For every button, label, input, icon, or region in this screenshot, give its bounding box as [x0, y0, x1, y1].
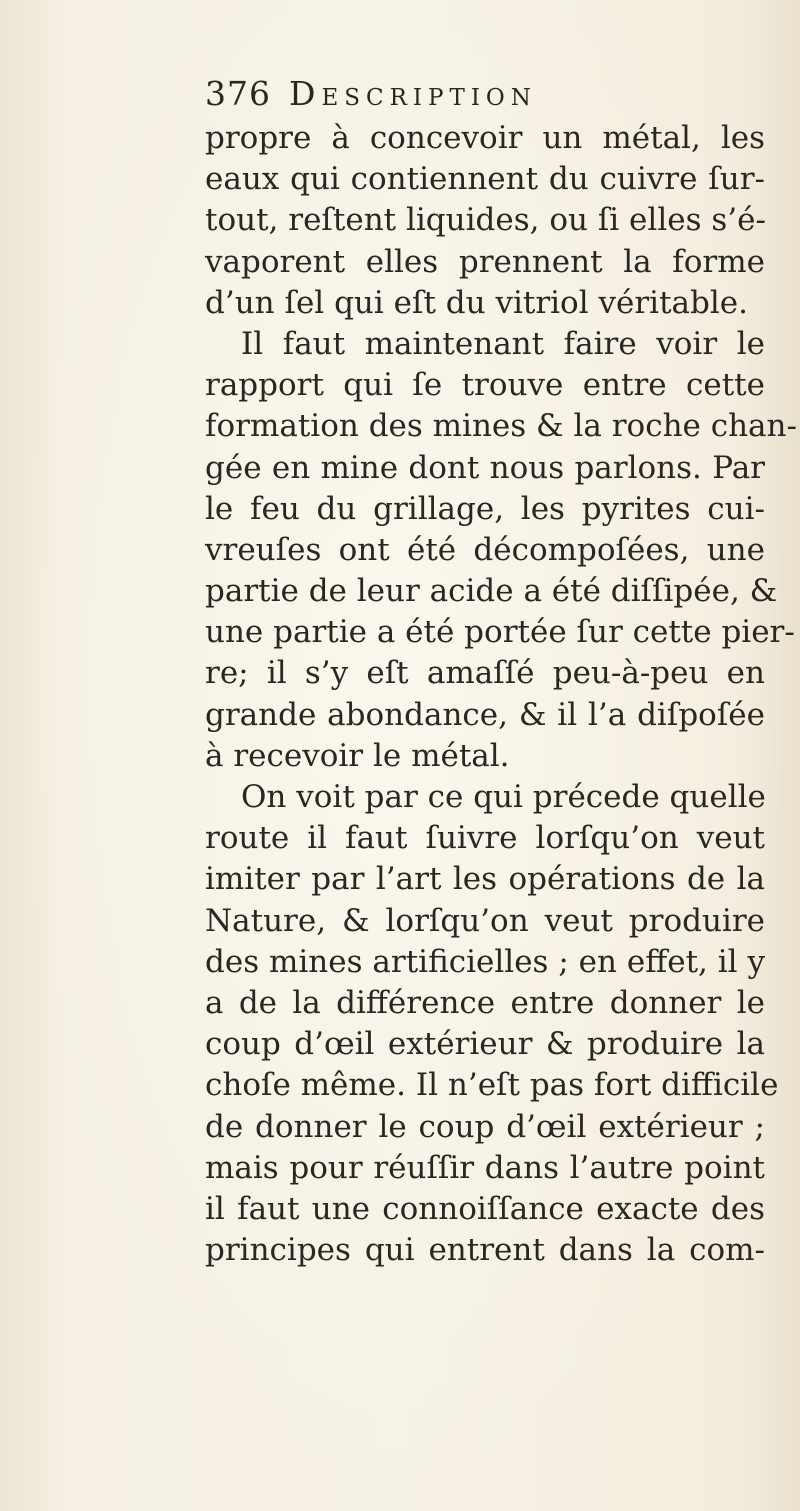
- text-line: vaporent elles prennent la forme: [205, 243, 765, 280]
- text-line: mais pour réuſſir dans l’autre point: [205, 1149, 765, 1186]
- text-line: d’un ſel qui eſt du vitriol véritable.: [205, 284, 748, 321]
- text-line: partie de leur acide a été diſſipée, &: [205, 573, 778, 610]
- text-block: [205, 70, 797, 1271]
- text-line: a de la différence entre donner le: [205, 984, 765, 1021]
- text-line: le feu du grillage, les pyrites cui-: [205, 490, 765, 527]
- text-line: On voit par ce qui précede quelle: [241, 779, 766, 815]
- text-line: Nature, & lorſqu’on veut produire: [205, 902, 765, 939]
- text-line: propre à concevoir un métal, les: [205, 120, 765, 156]
- text-line: choſe même. Il n’eſt pas fort difficile: [205, 1067, 779, 1104]
- text-line: à recevoir le métal.: [205, 737, 510, 774]
- text-line: re; il s’y eſt amaſſé peu-à-peu en: [205, 655, 765, 692]
- text-line: il faut une connoiſſance exacte des: [205, 1190, 765, 1227]
- body-text: [205, 118, 797, 1271]
- text-line: grande abondance, & il l’a diſpoſée: [205, 696, 765, 733]
- text-line: des mines artificielles ; en effet, il y: [205, 943, 765, 980]
- text-line: gée en mine dont nous parlons. Par: [205, 449, 765, 486]
- text-line: Il faut maintenant faire voir le: [241, 325, 765, 362]
- text-line: eaux qui contiennent du cuivre ſur-: [205, 161, 765, 198]
- text-line: de donner le coup d’œil extérieur ;: [205, 1108, 765, 1145]
- page-number: 376: [205, 74, 271, 113]
- text-line: formation des mines & la roche chan-: [205, 408, 797, 445]
- running-title: Description: [289, 74, 537, 113]
- text-line: tout, reſtent liquides, ou ſi elles s’é-: [205, 202, 766, 239]
- text-line: une partie a été portée ſur cette pier-: [205, 614, 795, 651]
- text-line: principes qui entrent dans la com-: [205, 1232, 765, 1269]
- text-line: rapport qui ſe trouve entre cette: [205, 367, 765, 404]
- text-line: vreuſes ont été décompoſées, une: [205, 531, 765, 568]
- text-line: imiter par l’art les opérations de la: [205, 861, 765, 898]
- running-head: [205, 70, 765, 118]
- text-line: route il faut ſuivre lorſqu’on veut: [205, 820, 765, 857]
- text-line: coup d’œil extérieur & produire la: [205, 1026, 765, 1063]
